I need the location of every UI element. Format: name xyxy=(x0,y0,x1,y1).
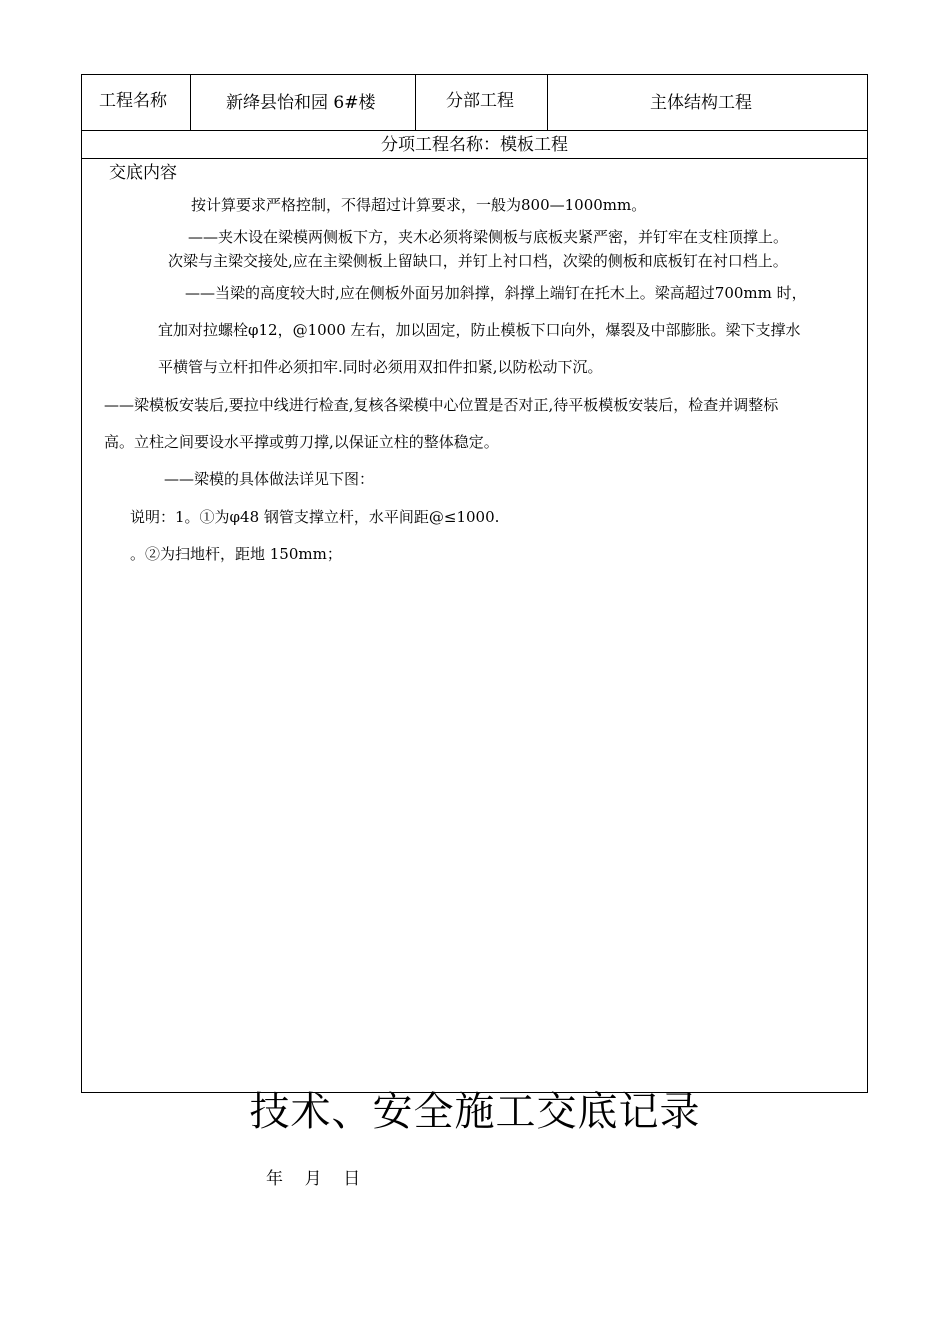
disclosure-form-table xyxy=(81,74,868,1093)
division-label: 分部工程 xyxy=(446,91,514,111)
header-row-divider xyxy=(82,130,867,131)
subitem-row-divider xyxy=(82,158,867,159)
content-line-2: ——夹木设在梁模两侧板下方，夹木必须将梁侧板与底板夹紧严密，并钉牢在支柱顶撑上。 xyxy=(188,228,789,246)
date-line: 年 月 日 xyxy=(266,1169,361,1189)
content-line-6: 平横管与立杆扣件必须扣牢.同时必须用双扣件扣紧,以防松动下沉。 xyxy=(158,358,603,376)
content-line-11: 。②为扫地杆，距地 150mm； xyxy=(130,545,342,563)
content-line-8: 高。立柱之间要设水平撑或剪刀撑,以保证立柱的整体稳定。 xyxy=(104,433,499,451)
content-line-10: 说明：1。①为φ48 钢管支撑立杆，水平间距@≤1000. xyxy=(130,508,500,526)
content-line-1: 按计算要求严格控制，不得超过计算要求，一般为800—1000mm。 xyxy=(191,196,647,214)
content-line-7: ——梁模板安装后,要拉中线进行检查,复核各梁模中心位置是否对正,待平板模板安装后，检查并调整标 xyxy=(104,396,779,414)
project-name-value: 新绛县怡和园 6#楼 xyxy=(226,93,376,113)
project-name-label: 工程名称 xyxy=(99,91,167,111)
content-line-5: 宜加对拉螺栓φ12，@1000 左右，加以固定，防止模板下口向外，爆裂及中部膨胀。梁下支撑水 xyxy=(158,321,801,339)
document-title: 技术、安全施工交底记录 xyxy=(249,1089,701,1135)
content-label: 交底内容 xyxy=(109,163,177,183)
header-col-divider-2 xyxy=(415,75,416,130)
content-line-3: 次梁与主梁交接处,应在主梁侧板上留缺口，并钉上衬口档，次梁的侧板和底板钉在衬口档上。 xyxy=(168,252,788,270)
division-value: 主体结构工程 xyxy=(650,93,752,113)
header-col-divider-3 xyxy=(547,75,548,130)
content-line-4: ——当梁的高度较大时,应在侧板外面另加斜撑，斜撑上端钉在托木上。梁高超过700mm 时， xyxy=(185,284,807,302)
content-line-9: ——梁模的具体做法详见下图： xyxy=(164,470,375,488)
subitem-title: 分项工程名称：模板工程 xyxy=(381,135,568,155)
header-col-divider-1 xyxy=(190,75,191,130)
